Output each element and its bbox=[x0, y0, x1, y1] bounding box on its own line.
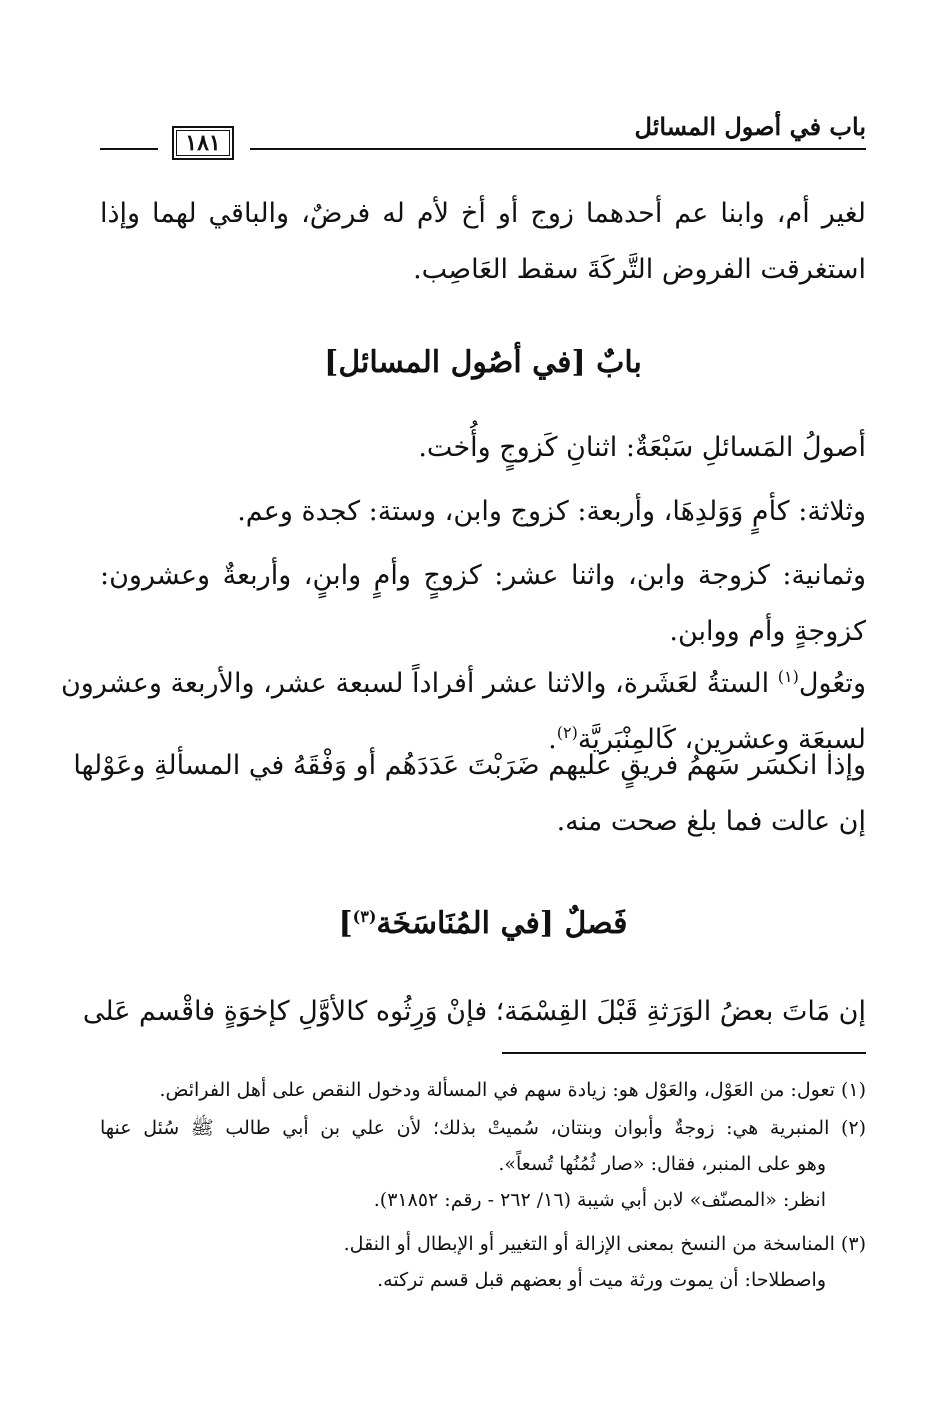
usul-line-3b: كزوجةٍ وأم ووابن. bbox=[669, 616, 866, 647]
paragraph-inkisar bbox=[73, 738, 866, 850]
intro-line-1: لغير أم، وابنا عم أحدهما زوج أو أخ لأم له فرضٌ، والباقي لهما وإذا bbox=[100, 198, 866, 229]
section-heading-usul: بابٌ [في أصُول المسائل] bbox=[324, 345, 642, 380]
awl-line-1 bbox=[60, 656, 866, 712]
footnote-3 bbox=[100, 1226, 866, 1298]
footnote-2-line-3: انظر: «المصنّف» لابن أبي شيبة (١٦/ ٢٦٢ - رقم: ٣١٨٥٢). bbox=[373, 1189, 826, 1211]
paragraph-usul-2 bbox=[100, 484, 866, 540]
footnote-2-line-2: وهو على المنبر، فقال: «صار ثُمُنُها تُسعاً». bbox=[498, 1153, 826, 1175]
running-header-title: باب في أصول المسائل bbox=[634, 112, 866, 141]
footnote-1-text: (١) تعول: من العَوْل، والعَوْل هو: زيادة سهم في المسألة ودخول النقص على أهل الفرائض. bbox=[159, 1079, 866, 1101]
inkisar-line-1: وإذا انكسَر سَهمُ فريقٍ عليهم ضَرَبْتَ عَدَدَهُم أو وَفْقَهُ في المسألةِ وعَوْلها bbox=[73, 750, 866, 781]
footnote-2-line-1: (٢) المنبرية هي: زوجةٌ وأبوان وبنتان، سُميتْ بذلك؛ لأن علي بن أبي طالب ﷺ سُئل عنها bbox=[100, 1117, 866, 1139]
inkisar-line-2: إن عالت فما بلغ صحت منه. bbox=[556, 806, 866, 837]
section-heading-munasakha bbox=[100, 906, 866, 941]
munasakha-line-1: إن مَاتَ بعضُ الوَرَثةِ قَبْلَ القِسْمَة؛ فإنْ وَرِثُوه كالأوَّلِ كإخوَةٍ فاقْسم عَلى bbox=[82, 996, 866, 1027]
paragraph-munasakha bbox=[82, 984, 866, 1040]
usul-line-3a: وثمانية: كزوجة وابن، واثنا عشر: كزوجٍ وأمٍ وابنٍ، وأربعةٌ وعشرون: bbox=[100, 560, 866, 591]
footnote-1 bbox=[100, 1072, 866, 1108]
footnote-3-line-2: واصطلاحا: أن يموت ورثة ميت أو بعضهم قبل قسم تركته. bbox=[377, 1269, 826, 1291]
footnote-3-line-1: (٣) المناسخة من النسخ بمعنى الإزالة أو التغيير أو الإبطال أو النقل. bbox=[343, 1233, 866, 1255]
awl-line-2-start: لسبعَة وعشرين، كَالمِنْبَريَّة bbox=[577, 724, 866, 755]
page-number: ١٨١ bbox=[185, 130, 221, 156]
intro-line-2: استغرقت الفروض التَّركَةَ سقط العَاصِب. bbox=[413, 254, 866, 285]
intro-paragraph bbox=[100, 186, 866, 298]
page-number-box bbox=[172, 126, 234, 160]
munasakha-heading-bracket: ] bbox=[338, 906, 353, 941]
footnote-ref-2: (٢) bbox=[556, 723, 578, 742]
awl-line-2-end: . bbox=[548, 724, 557, 755]
paragraph-usul-3 bbox=[100, 548, 866, 660]
usul-line-1: أصولُ المَسائلِ سَبْعَةٌ: اثنانِ كَزوجٍ وأُخت. bbox=[418, 432, 866, 463]
awl-line-1-rest: الستةُ لعَشَرة، والاثنا عشر أفراداً لسبعة عشر، والأربعة وعشرون bbox=[60, 668, 778, 699]
header-rule bbox=[250, 148, 866, 150]
paragraph-usul-1 bbox=[100, 420, 866, 476]
footnote-ref-3: (٣) bbox=[352, 907, 377, 926]
footnote-2 bbox=[100, 1110, 866, 1218]
footnote-separator bbox=[502, 1052, 866, 1054]
munasakha-heading-text: فَصلٌ [في المُنَاسَخَة bbox=[376, 906, 628, 941]
footnote-ref-1: (١) bbox=[777, 667, 799, 686]
header-rule-left bbox=[100, 148, 158, 150]
usul-line-2: وثلاثة: كأمٍ وَوَلدِهَا، وأربعة: كزوج وابن، وستة: كجدة وعم. bbox=[237, 496, 866, 527]
awl-line-1-start: وتعُول bbox=[798, 668, 866, 699]
